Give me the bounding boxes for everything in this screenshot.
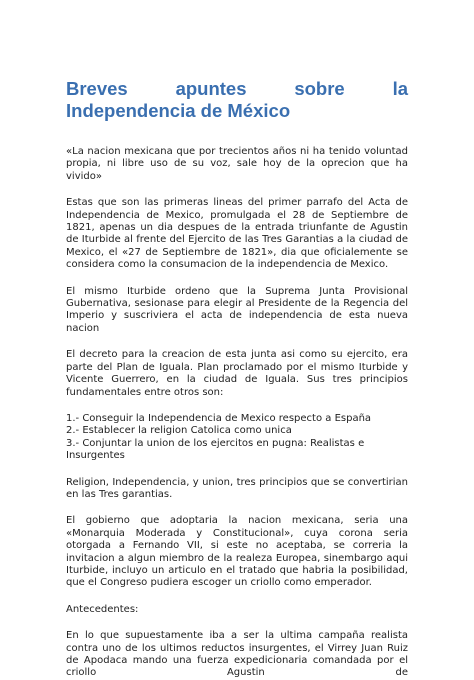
body-paragraph: En lo que supuestamente iba a ser la ultima campaña realista contra uno de los ultimos reductos insurgentes, el Virrey Juan Ruiz de Apodaca mando una fuerza expedicionaria comandada por el criollo Agustin de [66, 630, 408, 679]
document-title: Breves apuntes sobre la Independencia de México [66, 78, 408, 121]
body-paragraph: Estas que son las primeras lineas del primer parrafo del Acta de Independencia de Mexico, promulgada el 28 de Septiembre de 1821, apenas un dia despues de la entrada triunfante de Agustin de Iturbide al frente del Ejercito de las Tres Garantias a la ciudad de Mexico, el «27 de Septiembre de 1821», dia que oficialemente se considera como la consumacion de la independencia de Mexico. [66, 197, 408, 271]
list-item: 2.- Establecer la religion Catolica como unica [66, 425, 292, 437]
section-heading: Antecedentes: [66, 603, 139, 615]
body-paragraph: El decreto para la creacion de esta junta asi como su ejercito, era parte del Plan de Iguala. Plan proclamado por el mismo Iturbide y Vicente Guerrero, en la ciudad de Iguala. Sus tres principios fundamentales entre otros son: [66, 349, 408, 398]
principles-list [66, 413, 408, 463]
list-item: 1.- Conseguir la Independencia de Mexico respecto a España [66, 412, 372, 424]
body-paragraph: Religion, Independencia, y union, tres principios que se convertirian en las Tres garantias. [66, 476, 408, 500]
body-paragraph: El gobierno que adoptaria la nacion mexicana, seria una «Monarquia Moderada y Constitucional», cuya corona seria otorgada a Fernando VII, si este no aceptaba, se correria la invitacion a algun miembro de la realeza Europea, sinembargo aqui Iturbide, incluyo un articulo en el tratado que habria la posibilidad, que el Congreso pudiera escoger un criollo como emperador. [66, 515, 408, 589]
body-paragraph: El mismo Iturbide ordeno que la Suprema Junta Provisional Gubernativa, sesionase para elegir al Presidente de la Regencia del Imperio y suscriviera el acta de independencia de esta nueva nacion [66, 285, 408, 334]
list-item: 3.- Conjuntar la union de los ejercitos en pugna: Realistas e Insurgentes [66, 437, 365, 462]
quote-paragraph: «La nacion mexicana que por trecientos años ni ha tenido voluntad propia, ni libre uso de su voz, sale hoy de la oprecion que ha vivido» [66, 146, 408, 182]
